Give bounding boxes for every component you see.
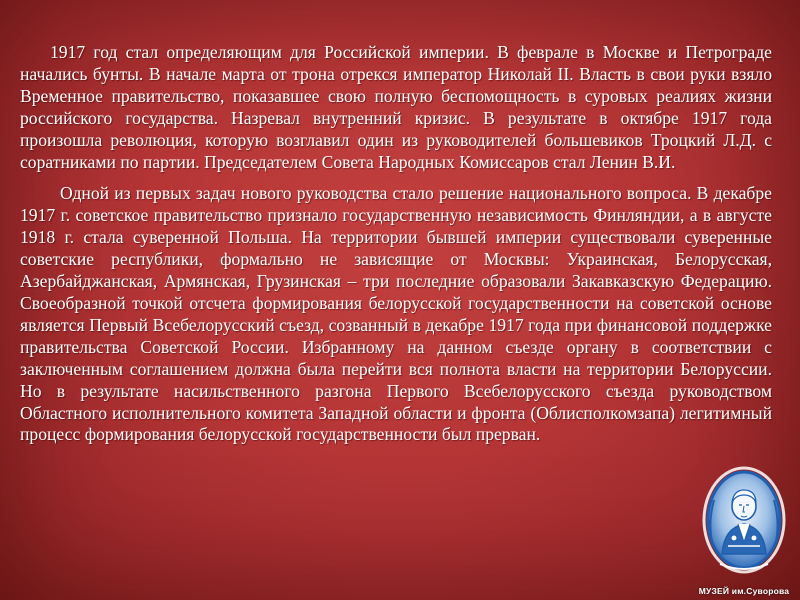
paragraph-national-question: Одной из первых задач нового руководства стало решение национального вопроса. В декабре 1917 г. советское правительство признало государственную независимость Финляндии, а в августе 1918 г. стала суверенной Польша. На территории бывшей империи существовали суверенные советские республики, формально не зависящие от Москвы: Украинская, Белорусская, Азербайджанская, Армянская, Грузинская – три последние образовали Закавказскую Федерацию. Своеобразной точкой отсчета формирования белорусской государственности на советской основе является Первый Всебелорусский съезд, созванный в декабре 1917 года при финансовой поддержке правительства Советской России. Избранному на данном съезде органу в соответствии с заключенным соглашением должна была перейти вся полнота власти на территории Белоруссии. Но в результате насильственного разгона Первого Всебелорусского съезда руководством Областного исполнительного комитета Западной области и фронта (Облисполкомзапа) легитимный процесс формирования белорусской государственности был прерван. [20,183,772,445]
museum-emblem [690,462,798,598]
slide-body-text [20,42,772,446]
museum-emblem-caption: МУЗЕЙ им.Суворова [698,586,790,596]
paragraph-1917-revolution: 1917 год стал определяющим для Российской империи. В феврале в Москве и Петрограде начались бунты. В начале марта от трона отрекся император Николай II. Власть в свои руки взяло Временное правительство, показавшее свою полную беспомощность в суровых реалиях жизни российского государства. Назревал внутренний кризис. В результате в октябре 1917 года произошла революция, которую возглавил один из руководителей большевиков Троцкий Л.Д. с соратниками по партии. Председателем Совета Народных Комиссаров стал Ленин В.И. [20,42,772,172]
museum-emblem-portrait-icon [698,462,790,580]
